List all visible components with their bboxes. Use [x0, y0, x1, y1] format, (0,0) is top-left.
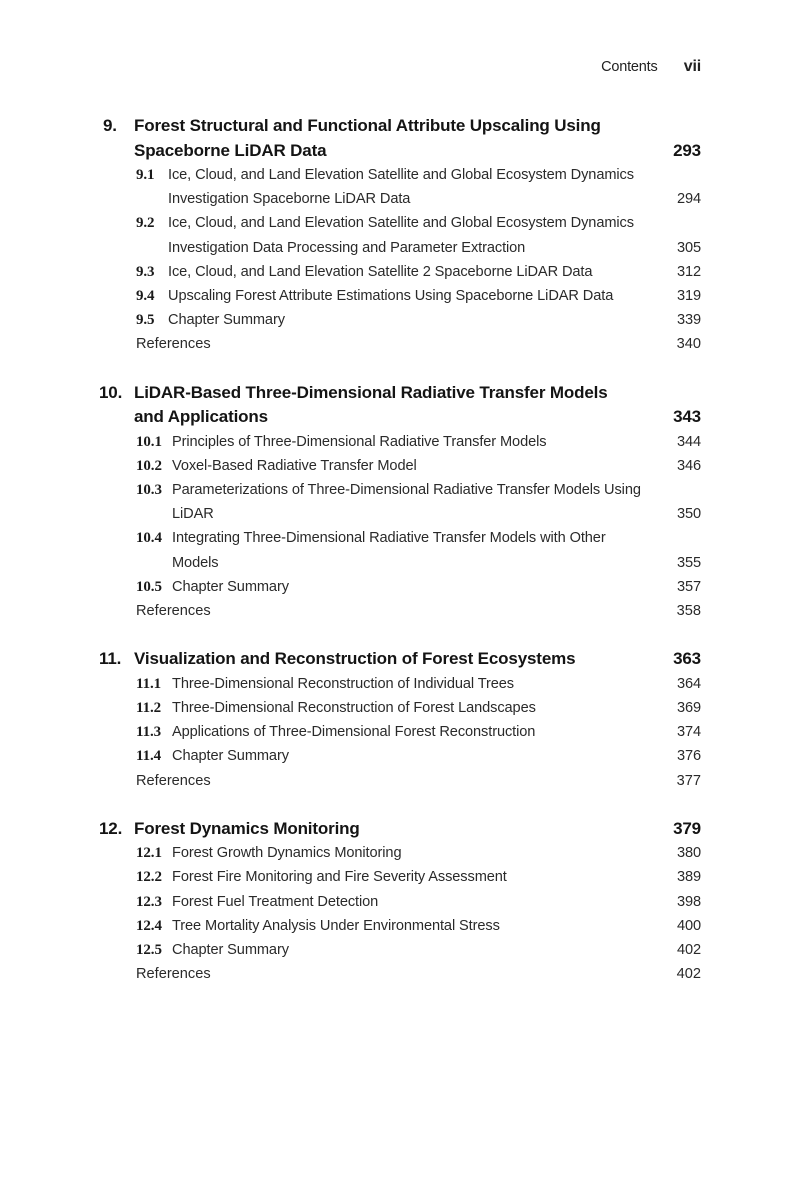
section-title: Applications of Three-Dimensional Forest Reconstruction — [172, 724, 536, 741]
section-number: 9.4 — [136, 288, 155, 305]
chapter-page: 293 — [673, 140, 701, 160]
section-page: 398 — [676, 893, 701, 910]
references-page: 358 — [676, 603, 701, 620]
section-number: 12.2 — [136, 869, 162, 886]
section-page: 294 — [676, 191, 701, 208]
chapter-title: LiDAR-Based Three-Dimensional Radiative Transfer Models and Applications — [134, 382, 608, 427]
section-number: 9.1 — [136, 167, 155, 183]
section-title: Tree Mortality Analysis Under Environmental Stress — [172, 917, 500, 934]
section-page: 357 — [676, 578, 701, 595]
section-title: Ice, Cloud, and Land Elevation Satellite and Global Ecosystem Dynamics Investigation Spaceborne LiDAR Data — [168, 167, 634, 208]
section-number: 11.2 — [136, 699, 162, 716]
chapter-heading[interactable] — [99, 381, 701, 430]
section-page: 355 — [676, 554, 701, 571]
section-page: 312 — [676, 263, 701, 280]
section-number: 12.4 — [136, 917, 162, 934]
toc-entry[interactable] — [103, 720, 701, 744]
toc-entry[interactable] — [103, 672, 701, 696]
references-entry[interactable] — [103, 962, 701, 986]
references-label: References — [136, 966, 211, 983]
section-title: Forest Fuel Treatment Detection — [172, 893, 379, 910]
toc-entry[interactable] — [103, 284, 701, 308]
toc-entry[interactable] — [103, 526, 701, 574]
toc-entry[interactable] — [103, 890, 701, 914]
section-page: 305 — [676, 239, 701, 256]
section-title: Three-Dimensional Reconstruction of Individual Trees — [172, 675, 514, 692]
section-title: Ice, Cloud, and Land Elevation Satellite 2 Spaceborne LiDAR Data — [168, 263, 593, 280]
section-number: 9.5 — [136, 312, 155, 329]
chapter-9 — [103, 114, 701, 357]
chapter-12 — [99, 817, 701, 987]
references-label: References — [136, 772, 211, 789]
section-page: 402 — [676, 942, 701, 959]
section-page: 350 — [676, 506, 701, 523]
running-head-page-number: vii — [683, 58, 701, 75]
section-number: 12.5 — [136, 942, 162, 959]
section-page: 339 — [676, 312, 701, 329]
section-title: Chapter Summary — [168, 312, 285, 329]
table-of-contents — [99, 114, 701, 1010]
section-number: 11.1 — [136, 675, 162, 692]
references-entry[interactable] — [103, 769, 701, 793]
chapter-page: 363 — [673, 649, 701, 669]
chapter-number: 12. — [99, 818, 123, 838]
section-page: 364 — [676, 675, 701, 692]
section-number: 12.1 — [136, 845, 162, 862]
chapter-number: 9. — [103, 116, 117, 135]
section-title: Voxel-Based Radiative Transfer Model — [172, 457, 417, 474]
chapter-page: 343 — [673, 407, 701, 427]
section-number: 12.3 — [136, 893, 162, 910]
section-page: 346 — [676, 457, 701, 474]
section-number: 10.1 — [136, 433, 162, 450]
references-label: References — [136, 603, 211, 620]
toc-entry[interactable] — [103, 430, 701, 454]
toc-entry[interactable] — [103, 696, 701, 720]
section-page: 319 — [676, 288, 701, 305]
section-number: 10.5 — [136, 578, 162, 595]
section-number: 9.3 — [136, 263, 155, 280]
section-title: Upscaling Forest Attribute Estimations Using Spaceborne LiDAR Data — [168, 288, 614, 305]
references-entry[interactable] — [103, 332, 701, 356]
toc-entry[interactable] — [103, 260, 701, 284]
section-number: 11.3 — [136, 724, 162, 741]
section-page: 374 — [676, 724, 701, 741]
references-label: References — [136, 336, 211, 353]
section-title: Ice, Cloud, and Land Elevation Satellite and Global Ecosystem Dynamics Investigation Data Processing and Parameter Extraction — [168, 215, 634, 256]
section-title: Forest Fire Monitoring and Fire Severity Assessment — [172, 869, 507, 886]
section-page: 380 — [676, 845, 701, 862]
section-page: 389 — [676, 869, 701, 886]
section-title: Chapter Summary — [172, 578, 289, 595]
chapter-heading[interactable] — [99, 817, 701, 842]
section-title: Chapter Summary — [172, 942, 289, 959]
toc-entry[interactable] — [103, 211, 701, 259]
chapter-heading[interactable] — [99, 647, 701, 672]
section-number: 10.4 — [136, 530, 162, 547]
references-entry[interactable] — [103, 599, 701, 623]
section-page: 344 — [676, 433, 701, 450]
section-number: 10.3 — [136, 482, 162, 499]
chapter-title: Forest Structural and Functional Attribute Upscaling Using Spaceborne LiDAR Data — [134, 116, 601, 160]
toc-entry[interactable] — [103, 308, 701, 332]
toc-entry[interactable] — [103, 575, 701, 599]
running-head-title: Contents — [601, 59, 658, 75]
chapter-heading[interactable] — [103, 114, 701, 163]
toc-entry[interactable] — [103, 914, 701, 938]
references-page: 402 — [676, 966, 701, 983]
references-page: 377 — [676, 772, 701, 789]
section-title: Forest Growth Dynamics Monitoring — [172, 845, 402, 862]
chapter-10 — [99, 381, 701, 624]
toc-entry[interactable] — [103, 478, 701, 526]
section-title: Parameterizations of Three-Dimensional Radiative Transfer Models Using LiDAR — [172, 482, 641, 523]
toc-entry[interactable] — [103, 454, 701, 478]
toc-entry[interactable] — [103, 744, 701, 768]
chapter-11 — [99, 647, 701, 793]
section-number: 10.2 — [136, 457, 162, 474]
chapter-number: 10. — [99, 382, 123, 402]
section-title: Chapter Summary — [172, 748, 289, 765]
section-page: 369 — [676, 699, 701, 716]
section-number: 9.2 — [136, 215, 155, 232]
chapter-title: Visualization and Reconstruction of Forest Ecosystems — [134, 649, 576, 669]
section-page: 376 — [676, 748, 701, 765]
toc-entry[interactable] — [103, 938, 701, 962]
chapter-title: Forest Dynamics Monitoring — [134, 818, 360, 838]
chapter-number: 11. — [99, 649, 122, 669]
references-page: 340 — [676, 336, 701, 353]
section-title: Principles of Three-Dimensional Radiative Transfer Models — [172, 433, 547, 450]
chapter-page: 379 — [673, 818, 701, 838]
section-number: 11.4 — [136, 748, 162, 765]
section-title: Integrating Three-Dimensional Radiative Transfer Models with Other Models — [172, 530, 606, 571]
toc-entry[interactable] — [103, 841, 701, 865]
section-page: 400 — [676, 917, 701, 934]
running-head — [601, 58, 701, 76]
section-title: Three-Dimensional Reconstruction of Forest Landscapes — [172, 699, 536, 716]
toc-entry[interactable] — [103, 163, 701, 211]
toc-entry[interactable] — [103, 865, 701, 889]
